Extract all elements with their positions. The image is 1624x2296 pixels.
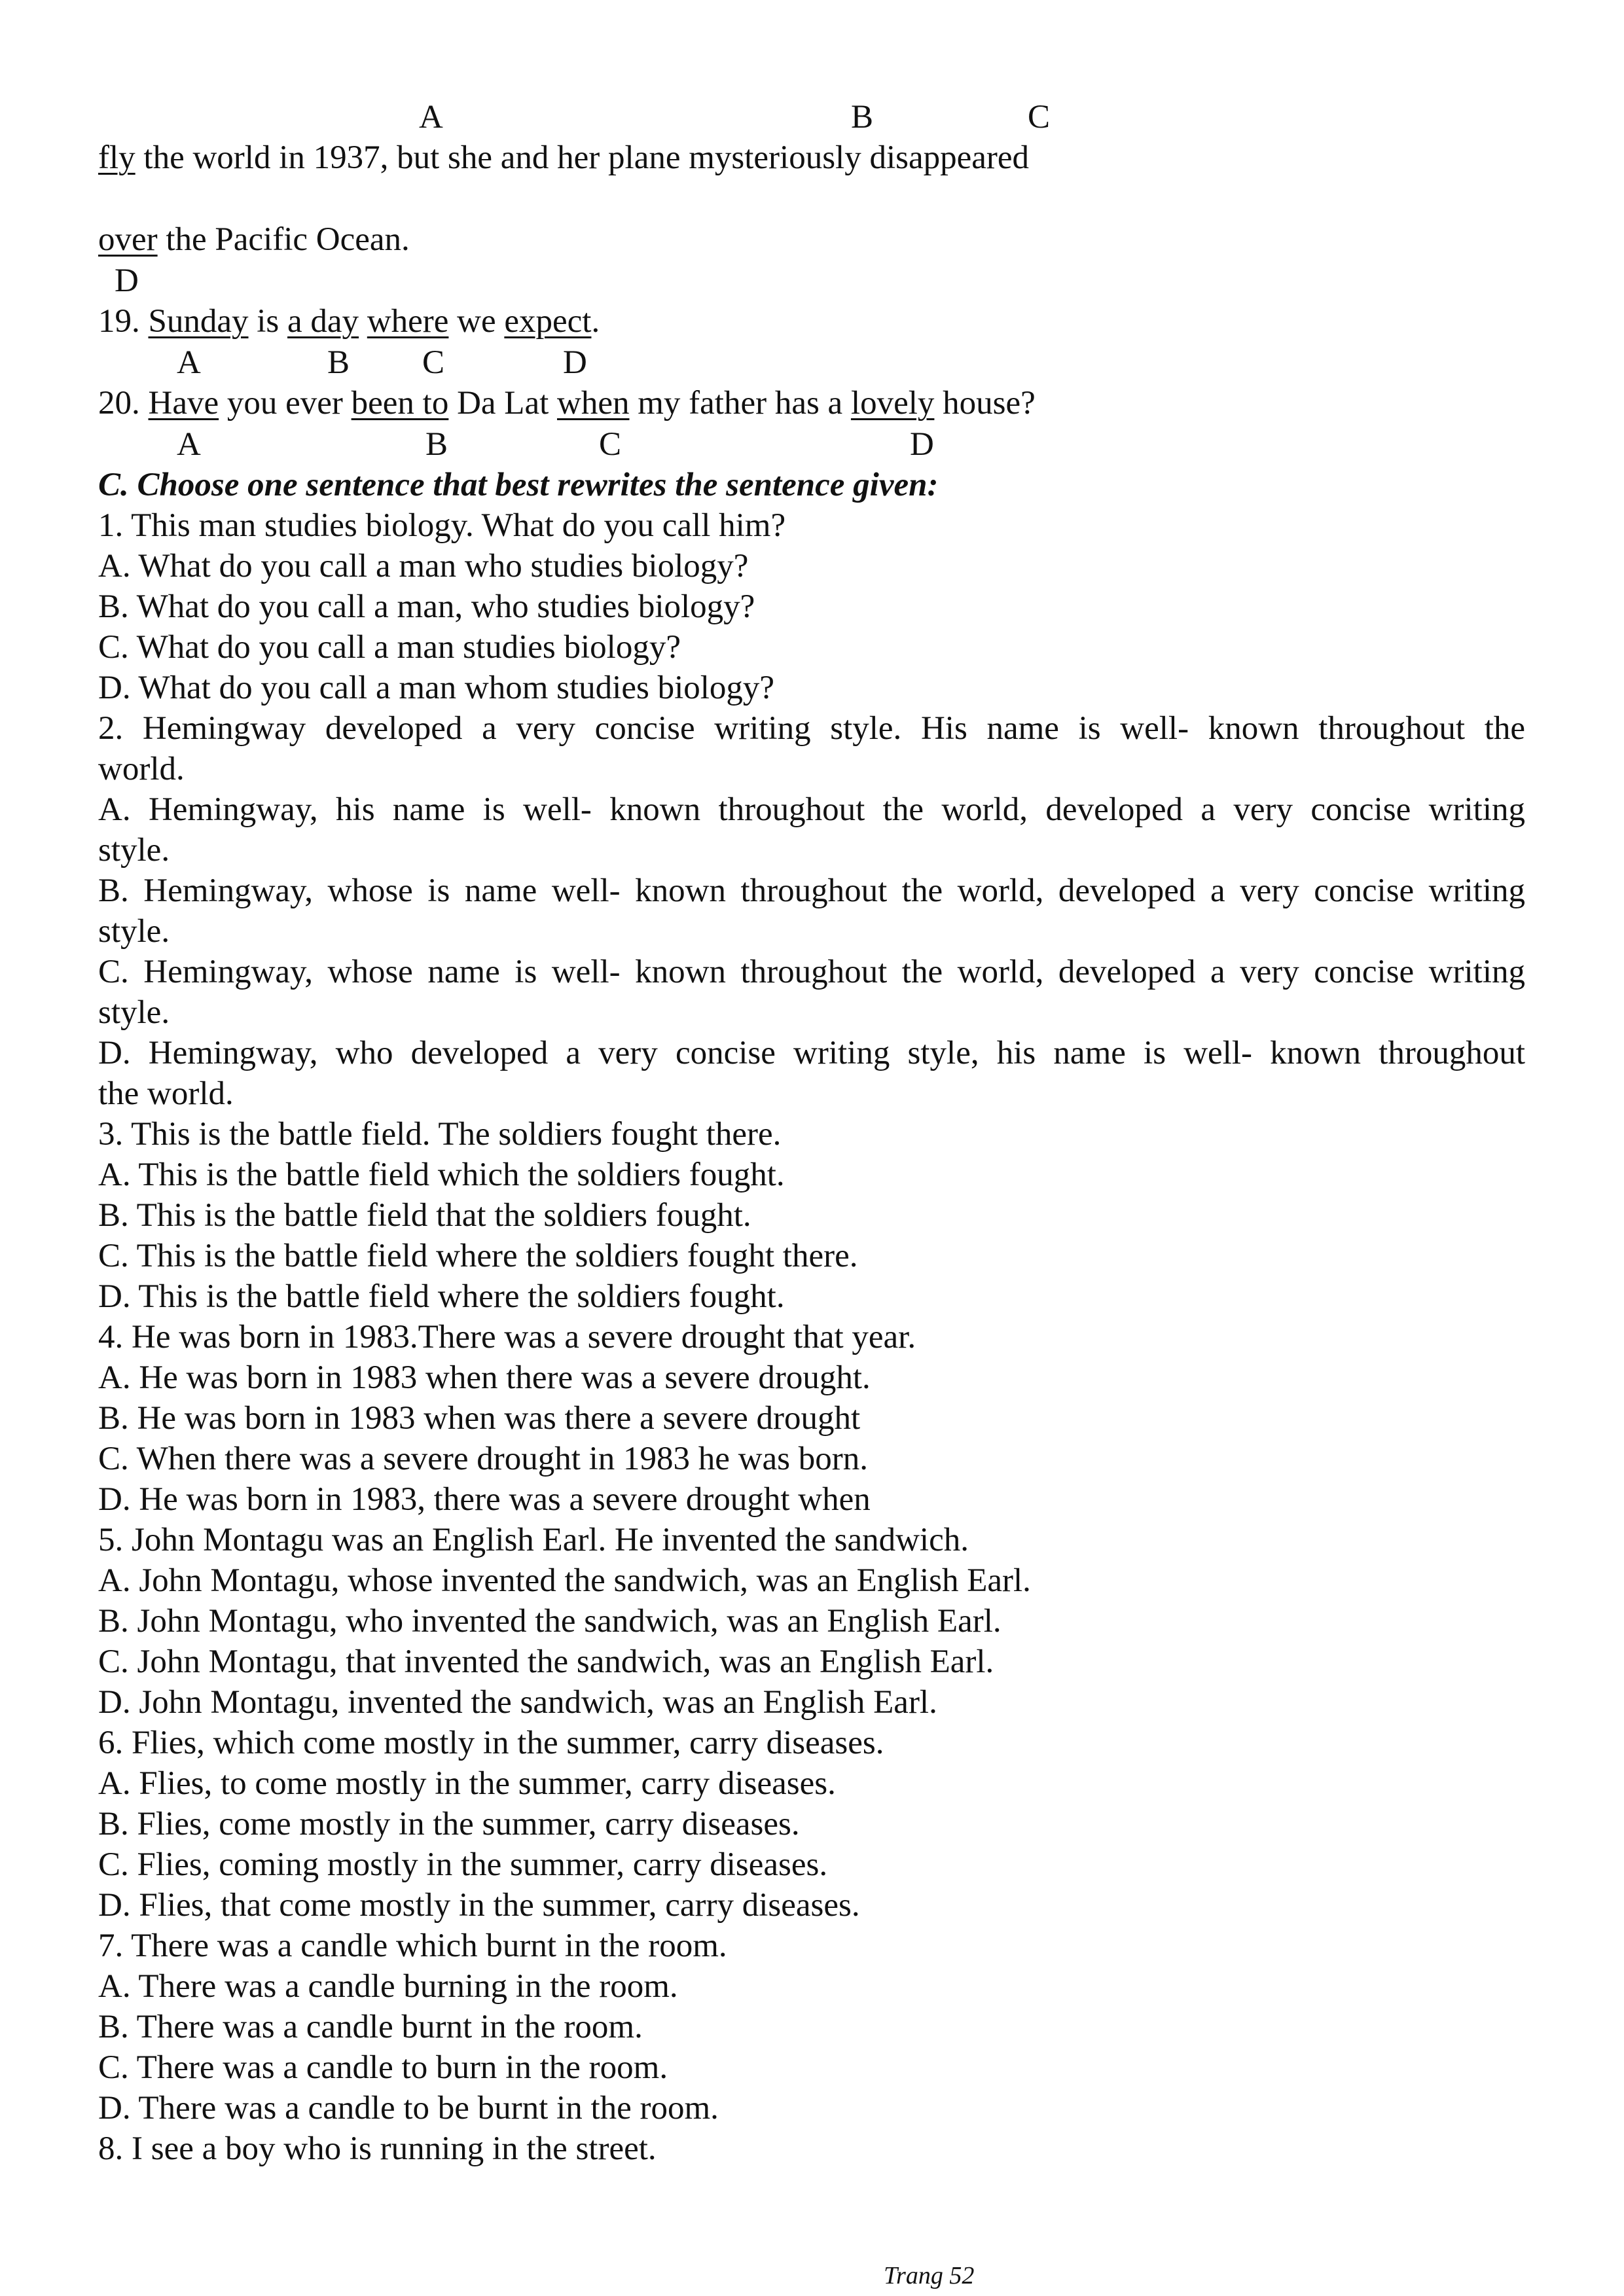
question-2-stem-cont: world. <box>98 751 185 787</box>
letter-a: A <box>177 344 201 381</box>
question-7-option-c: C. There was a candle to burn in the room. <box>98 2049 668 2086</box>
underlined-word: a day <box>287 303 359 340</box>
question-5-option-d: D. John Montagu, invented the sandwich, was an English Earl. <box>98 1684 937 1721</box>
question-3-option-c: C. This is the battle field where the soldiers fought there. <box>98 1238 858 1274</box>
question-4-option-c: C. When there was a severe drought in 1983 he was born. <box>98 1441 868 1477</box>
underlined-word: expect <box>504 303 592 340</box>
line-text: is <box>248 303 288 340</box>
question-4-option-d: D. He was born in 1983, there was a severe drought when <box>98 1481 871 1518</box>
letter-d: D <box>910 426 934 463</box>
question-3-option-b: B. This is the battle field that the soldiers fought. <box>98 1197 751 1234</box>
line-text: the Pacific Ocean. <box>157 221 410 258</box>
question-6-option-d: D. Flies, that come mostly in the summer, carry diseases. <box>98 1887 860 1924</box>
underlined-word: been to <box>351 385 449 422</box>
question-2-option-c: C. Hemingway, whose name is well- known throughout the world, developed a very concise writing <box>98 954 1525 990</box>
question-1-option-b: B. What do you call a man, who studies biology? <box>98 588 755 625</box>
question-2-stem: 2. Hemingway developed a very concise writing style. His name is well- known throughout the <box>98 710 1525 747</box>
question-1-option-c: C. What do you call a man studies biology? <box>98 629 681 666</box>
continuation-line-2 <box>98 219 1525 260</box>
question-5-stem: 5. John Montagu was an English Earl. He invented the sandwich. <box>98 1522 969 1558</box>
question-4-option-a: A. He was born in 1983 when there was a severe drought. <box>98 1359 871 1396</box>
question-4-stem: 4. He was born in 1983.There was a severe drought that year. <box>98 1319 916 1355</box>
question-number: 20. <box>98 385 149 422</box>
line-text: house? <box>934 385 1036 422</box>
question-2-option-d-cont: the world. <box>98 1075 234 1112</box>
letter-c: C <box>1028 99 1051 135</box>
underlined-word: fly <box>98 139 135 176</box>
underlined-word: where <box>367 303 449 340</box>
letter-c: C <box>422 344 445 381</box>
letter-b: B <box>851 99 874 135</box>
question-5-option-c: C. John Montagu, that invented the sandwich, was an English Earl. <box>98 1643 994 1680</box>
question-7-stem: 7. There was a candle which burnt in the room. <box>98 1928 727 1964</box>
line-text: the world in 1937, but she and her plane mysteriously disappeared <box>135 139 1030 176</box>
question-7-option-d: D. There was a candle to be burnt in the room. <box>98 2090 719 2126</box>
letter-d: D <box>563 344 587 381</box>
question-2-option-d: D. Hemingway, who developed a very concise writing style, his name is well- known throughout <box>98 1035 1525 1071</box>
question-1-option-d: D. What do you call a man whom studies biology? <box>98 670 775 706</box>
letter-b: B <box>327 344 350 381</box>
question-4-option-b: B. He was born in 1983 when was there a severe drought <box>98 1400 861 1437</box>
underlined-word: lovely <box>850 385 935 422</box>
section-c-heading: C. Choose one sentence that best rewrites the sentence given: <box>98 467 939 503</box>
line-text: my father has a <box>629 385 851 422</box>
question-2-option-b: B. Hemingway, whose is name well- known throughout the world, developed a very concise writing <box>98 872 1525 909</box>
question-1-stem: 1. This man studies biology. What do you call him? <box>98 507 786 544</box>
question-3-option-a: A. This is the battle field which the soldiers fought. <box>98 1157 785 1193</box>
line-text: Da Lat <box>448 385 558 422</box>
question-6-option-c: C. Flies, coming mostly in the summer, carry diseases. <box>98 1846 828 1883</box>
question-3-stem: 3. This is the battle field. The soldiers fought there. <box>98 1116 782 1153</box>
letter-b: B <box>425 426 448 463</box>
line-text <box>359 303 367 340</box>
question-1-option-a: A. What do you call a man who studies biology? <box>98 548 749 584</box>
question-number: 19. <box>98 303 149 340</box>
letter-c: C <box>599 426 622 463</box>
question-19 <box>98 301 1525 342</box>
line-text: you ever <box>219 385 352 422</box>
page-number: Trang 52 <box>884 2262 975 2289</box>
question-7-option-a: A. There was a candle burning in the room. <box>98 1968 678 2005</box>
question-5-option-a: A. John Montagu, whose invented the sandwich, was an English Earl. <box>98 1562 1031 1599</box>
question-2-option-c-cont: style. <box>98 994 170 1031</box>
question-20 <box>98 383 1525 423</box>
question-5-option-b: B. John Montagu, who invented the sandwich, was an English Earl. <box>98 1603 1001 1640</box>
question-6-option-b: B. Flies, come mostly in the summer, carry diseases. <box>98 1806 800 1842</box>
question-7-option-b: B. There was a candle burnt in the room. <box>98 2009 643 2045</box>
line-text: . <box>591 303 600 340</box>
question-2-option-b-cont: style. <box>98 913 170 950</box>
line-text: we <box>448 303 505 340</box>
question-6-stem: 6. Flies, which come mostly in the summer, carry diseases. <box>98 1725 884 1761</box>
question-6-option-a: A. Flies, to come mostly in the summer, carry diseases. <box>98 1765 836 1802</box>
question-3-option-d: D. This is the battle field where the soldiers fought. <box>98 1278 785 1315</box>
continuation-line-1 <box>98 137 1525 178</box>
letter-a: A <box>419 99 443 135</box>
question-8-stem: 8. I see a boy who is running in the street. <box>98 2130 657 2167</box>
underlined-word: Sunday <box>148 303 249 340</box>
question-2-option-a: A. Hemingway, his name is well- known throughout the world, developed a very concise writing <box>98 791 1525 828</box>
underlined-word: over <box>98 221 158 258</box>
underlined-word: when <box>557 385 630 422</box>
letter-a: A <box>177 426 201 463</box>
question-2-option-a-cont: style. <box>98 832 170 869</box>
underlined-word: Have <box>148 385 219 422</box>
letter-d: D <box>115 262 139 299</box>
